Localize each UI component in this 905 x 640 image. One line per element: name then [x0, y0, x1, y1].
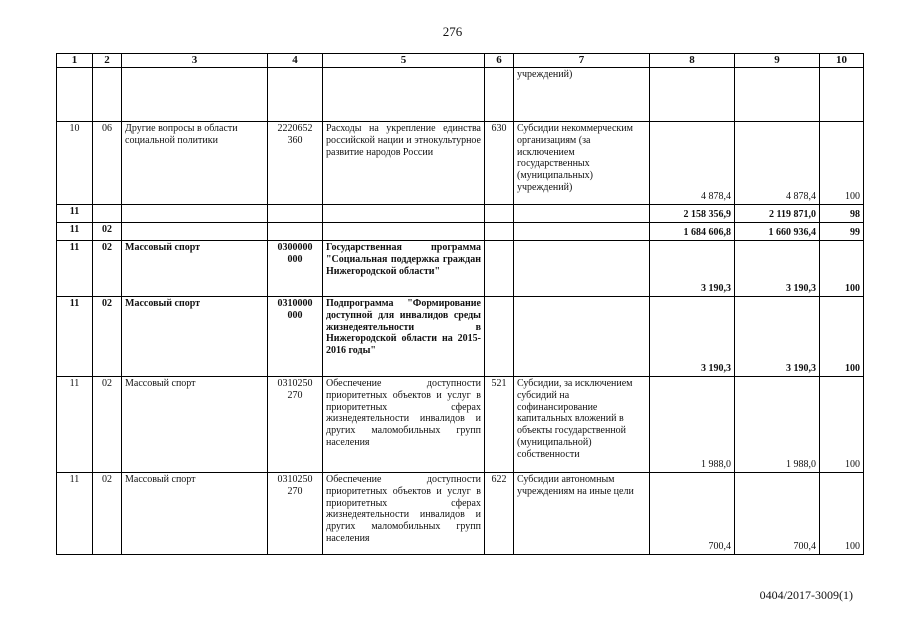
cell-planned: 3 190,3 — [650, 241, 735, 297]
cell-target-name — [323, 205, 485, 223]
cell-percent: 100 — [820, 377, 864, 473]
cell-target-name: Обеспечение доступности приоритетных объектов и услуг в приоритетных сферах жизнедеятельности инвалидов и других маломобильных групп населения — [323, 377, 485, 473]
cell-name — [122, 223, 268, 241]
cell-section: 10 — [57, 122, 93, 205]
cell-percent: 98 — [820, 205, 864, 223]
cell-planned: 2 158 356,9 — [650, 205, 735, 223]
cell-planned: 1 988,0 — [650, 377, 735, 473]
cell-percent: 100 — [820, 473, 864, 555]
col-header-5: 5 — [323, 54, 485, 68]
cell-subsection — [93, 205, 122, 223]
budget-table — [56, 53, 864, 555]
cell-target-name: Расходы на укрепление единства российской нации и этнокультурное развитие народов России — [323, 122, 485, 205]
cell-name: Массовый спорт — [122, 473, 268, 555]
cell-expense-name: учреждений) — [514, 68, 650, 122]
cell-expense-name: Субсидии автономным учреждениям на иные цели — [514, 473, 650, 555]
cell-target-code: 0310000 000 — [268, 297, 323, 377]
cell-target-code: 2220652 360 — [268, 122, 323, 205]
cell-percent: 100 — [820, 297, 864, 377]
cell-planned: 700,4 — [650, 473, 735, 555]
cell-executed: 4 878,4 — [735, 122, 820, 205]
col-header-4: 4 — [268, 54, 323, 68]
cell-name: Другие вопросы в области социальной политики — [122, 122, 268, 205]
cell-executed: 1 660 936,4 — [735, 223, 820, 241]
cell-section: 11 — [57, 223, 93, 241]
col-header-3: 3 — [122, 54, 268, 68]
cell-expense-name: Субсидии, за исключением субсидий на софинансирование капитальных вложений в объекты государственной (муниципальной) собственности — [514, 377, 650, 473]
cell-subsection: 02 — [93, 223, 122, 241]
cell-section — [57, 68, 93, 122]
cell-expense-name — [514, 241, 650, 297]
table-row — [57, 205, 864, 223]
col-header-6: 6 — [485, 54, 514, 68]
table-row — [57, 297, 864, 377]
cell-planned: 4 878,4 — [650, 122, 735, 205]
cell-expense-name: Субсидии некоммерческим организациям (за исключением государственных (муниципальных) учреждений) — [514, 122, 650, 205]
cell-section: 11 — [57, 241, 93, 297]
cell-expense-code: 521 — [485, 377, 514, 473]
cell-target-code — [268, 68, 323, 122]
col-header-8: 8 — [650, 54, 735, 68]
col-header-7: 7 — [514, 54, 650, 68]
cell-expense-code — [485, 297, 514, 377]
cell-name — [122, 205, 268, 223]
cell-name — [122, 68, 268, 122]
cell-executed — [735, 68, 820, 122]
table-row — [57, 223, 864, 241]
cell-target-name — [323, 68, 485, 122]
cell-executed: 3 190,3 — [735, 297, 820, 377]
col-header-1: 1 — [57, 54, 93, 68]
cell-expense-code: 630 — [485, 122, 514, 205]
cell-executed: 2 119 871,0 — [735, 205, 820, 223]
cell-expense-name — [514, 223, 650, 241]
cell-name: Массовый спорт — [122, 297, 268, 377]
cell-expense-name — [514, 205, 650, 223]
cell-target-code — [268, 223, 323, 241]
cell-planned: 3 190,3 — [650, 297, 735, 377]
cell-planned: 1 684 606,8 — [650, 223, 735, 241]
cell-section: 11 — [57, 205, 93, 223]
cell-percent: 99 — [820, 223, 864, 241]
cell-name: Массовый спорт — [122, 241, 268, 297]
cell-section: 11 — [57, 473, 93, 555]
cell-subsection — [93, 68, 122, 122]
table-row — [57, 241, 864, 297]
cell-target-code: 0300000 000 — [268, 241, 323, 297]
cell-section: 11 — [57, 297, 93, 377]
cell-expense-code: 622 — [485, 473, 514, 555]
cell-target-name: Государственная программа "Социальная поддержка граждан Нижегородской области" — [323, 241, 485, 297]
cell-percent — [820, 68, 864, 122]
cell-section: 11 — [57, 377, 93, 473]
cell-subsection: 02 — [93, 377, 122, 473]
cell-target-code: 0310250 270 — [268, 473, 323, 555]
table-row — [57, 122, 864, 205]
cell-subsection: 02 — [93, 241, 122, 297]
cell-executed: 1 988,0 — [735, 377, 820, 473]
header-row — [57, 54, 864, 68]
cell-target-code: 0310250 270 — [268, 377, 323, 473]
cell-target-name — [323, 223, 485, 241]
page-number: 276 — [442, 24, 463, 39]
cell-expense-code — [485, 241, 514, 297]
cell-subsection: 06 — [93, 122, 122, 205]
cell-expense-code — [485, 223, 514, 241]
cell-percent: 100 — [820, 122, 864, 205]
cell-expense-code — [485, 205, 514, 223]
table-row — [57, 377, 864, 473]
cell-target-name: Обеспечение доступности приоритетных объектов и услуг в приоритетных сферах жизнедеятельности инвалидов и других маломобильных групп населения — [323, 473, 485, 555]
cell-name: Массовый спорт — [122, 377, 268, 473]
document-code: 0404/2017-3009(1) — [759, 588, 853, 602]
cell-target-name: Подпрограмма "Формирование доступной для инвалидов среды жизнедеятельности в Нижегородской области на 2015-2016 годы" — [323, 297, 485, 377]
cell-target-code — [268, 205, 323, 223]
col-header-2: 2 — [93, 54, 122, 68]
cell-executed: 700,4 — [735, 473, 820, 555]
col-header-9: 9 — [735, 54, 820, 68]
cell-subsection: 02 — [93, 473, 122, 555]
cell-expense-name — [514, 297, 650, 377]
cell-planned — [650, 68, 735, 122]
cell-expense-code — [485, 68, 514, 122]
table-row — [57, 68, 864, 122]
cell-executed: 3 190,3 — [735, 241, 820, 297]
cell-percent: 100 — [820, 241, 864, 297]
col-header-10: 10 — [820, 54, 864, 68]
table-row — [57, 473, 864, 555]
cell-subsection: 02 — [93, 297, 122, 377]
